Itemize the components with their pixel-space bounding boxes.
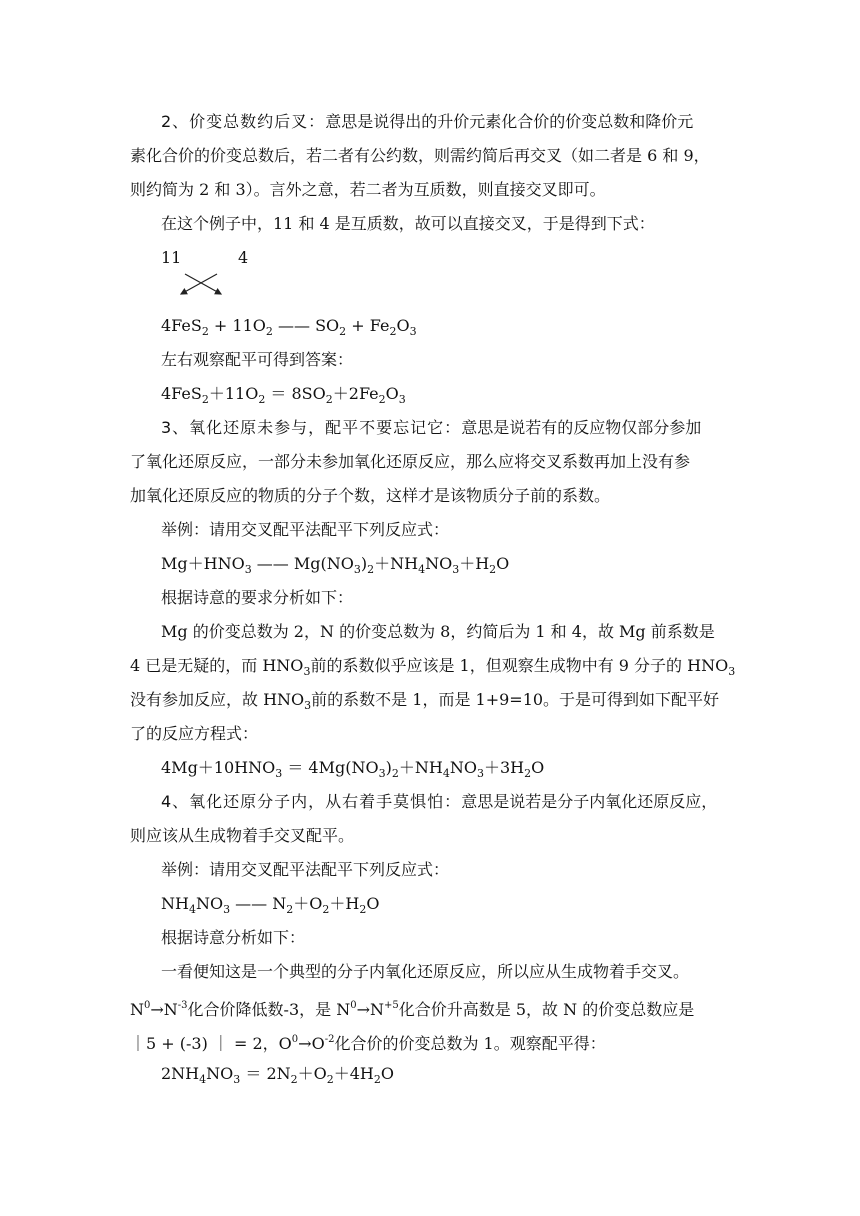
- cross-arrows-icon: [175, 270, 227, 298]
- para-4-line-1: 4、氧化还原分子内，从右着手莫惧怕：意思是说若是分子内氧化还原反应，: [161, 792, 718, 811]
- para-mg-line-2: 4 已是无疑的，而 $HNO_3$前的系数似乎应该是 1，但观察生成物中有 9 分子的 $HNO_3$: [130, 656, 736, 678]
- analysis-1: 根据诗意的要求分析如下：: [161, 588, 354, 607]
- example-note: 在这个例子中，11 和 4 是互质数，故可以直接交叉，于是得到下式：: [161, 214, 655, 233]
- para-mg-line-1: Mg 的价变总数为 2，N 的价变总数为 8，约简后为 1 和 4，故 Mg 前系数是: [161, 622, 715, 641]
- observe-line: 左右观察配平可得到答案：: [161, 350, 354, 369]
- para-2-line-3: 则约简为 2 和 3）。言外之意，若二者为互质数，则直接交叉即可。: [130, 180, 606, 199]
- para-2-line-1: 2、价变总数约后叉：意思是说得出的升价元素化合价的价变总数和降价元: [161, 112, 694, 131]
- para-final-line-1: 一看便知这是一个典型的分子内氧化还原反应，所以应从生成物着手交叉。: [161, 962, 690, 981]
- cross-right-number: 4: [238, 248, 249, 267]
- para-3-line-3: 加氧化还原反应的物质的分子个数，这样才是该物质分子前的系数。: [130, 486, 611, 505]
- example-1-label: 举例：请用交叉配平法配平下列反应式：: [161, 520, 450, 539]
- para-2-line-2: 素化合价的价变总数后，若二者有公约数，则需约简后再交叉（如二者是 6 和 9，: [130, 146, 710, 165]
- para-4-heading: 4、氧化还原分子内，从右着手莫惧怕：: [161, 792, 462, 811]
- cross-left-number: 11: [161, 248, 182, 267]
- analysis-2: 根据诗意分析如下：: [161, 928, 306, 947]
- equation-4: $4Mg+10HNO_3 = 4Mg(NO_3)_2+NH_4NO_3+3H_2O$: [161, 758, 545, 780]
- equation-5: $NH_4NO_3$ —— $N_2+O_2+H_2O$: [161, 894, 380, 916]
- para-2-heading: 2、价变总数约后叉：: [161, 112, 326, 131]
- equation-6: $2NH_4NO_3 = 2N_2+O_2+4H_2O$: [161, 1064, 395, 1086]
- para-4-line-2: 则应该从生成物着手交叉配平。: [130, 826, 355, 845]
- para-3-line-1: 3、氧化还原未参与，配平不要忘记它：意思是说若有的反应物仅部分参加: [161, 418, 702, 437]
- para-final-line-3: ｜5 + (-3) ｜ = 2，$O^0\to O^{-2}$化合价的价变总数为 1。观察配平得：: [130, 1034, 606, 1053]
- para-mg-line-3: 没有参加反应，故 $HNO_3$前的系数不是 1，而是 1+9=10。于是可得到如下配平好: [130, 690, 720, 712]
- equation-1: $4FeS_2 + 11O_2$ —— $SO_2 + Fe_2O_3$: [161, 316, 417, 338]
- para-3-heading: 3、氧化还原未参与，配平不要忘记它：: [161, 418, 462, 437]
- para-final-line-2: $N^0\to N^{-3}$化合价降低数-3，是 $N^0\to N^{+5}$化合价升高数是 5，故 N 的价变总数应是: [130, 1000, 695, 1019]
- equation-2: $4FeS_2+11O_2 = 8SO_2+2Fe_2O_3$: [161, 384, 406, 406]
- para-3-line-2: 了氧化还原反应，一部分未参加氧化还原反应，那么应将交叉系数再加上没有参: [130, 452, 691, 471]
- equation-3: $Mg+HNO_3$ —— $Mg(NO_3)_2+NH_4NO_3+H_2O$: [161, 554, 510, 576]
- example-2-label: 举例：请用交叉配平法配平下列反应式：: [161, 860, 450, 879]
- para-mg-line-4: 了的反应方程式：: [130, 724, 259, 743]
